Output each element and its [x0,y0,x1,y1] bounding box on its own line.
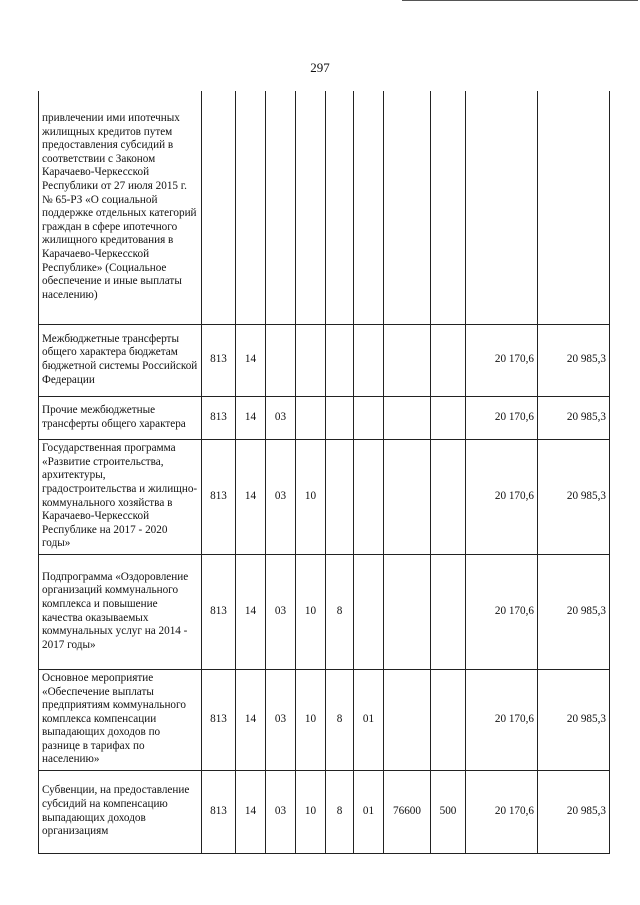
row-c2-cell: 14 [236,669,266,770]
row-c4-cell [296,396,326,439]
row-c2-cell: 14 [236,554,266,669]
table-row [39,396,610,439]
row-c3-cell: 03 [266,439,296,554]
row-c1-cell: 813 [202,669,236,770]
row-amount2-cell: 20 985,3 [538,554,610,669]
row-amount1-cell: 20 170,6 [466,770,538,853]
row-c2-cell [236,91,266,324]
row-amount2-cell [538,91,610,324]
row-amount2-cell: 20 985,3 [538,669,610,770]
row-c1-cell: 813 [202,396,236,439]
row-amount1-cell: 20 170,6 [466,554,538,669]
row-c5-cell: 8 [326,770,354,853]
table-row [39,554,610,669]
row-c2-cell: 14 [236,439,266,554]
row-c4-cell: 10 [296,439,326,554]
top-rule [402,0,638,1]
row-c3-cell: 03 [266,396,296,439]
row-name-cell: Государственная программа «Развитие строительства, архитектуры, градостроительства и жилищно-коммунального хозяйства в Карачаево-Черкесской Республике на 2017 - 2020 годы» [39,439,202,554]
row-amount1-cell [466,91,538,324]
row-c4-cell: 10 [296,554,326,669]
budget-table [38,91,610,854]
row-c6-cell: 01 [354,770,384,853]
row-c6-cell [354,439,384,554]
row-amount2-cell: 20 985,3 [538,439,610,554]
row-c6-cell [354,396,384,439]
row-c6-cell: 01 [354,669,384,770]
row-amount1-cell: 20 170,6 [466,439,538,554]
row-name-cell: Межбюджетные трансферты общего характера бюджетам бюджетной системы Российской Федерации [39,324,202,396]
row-c8-cell [431,439,466,554]
row-c3-cell: 03 [266,669,296,770]
row-c7-cell [384,396,431,439]
row-c8-cell [431,324,466,396]
row-name-cell: Субвенции, на предоставление субсидий на компенсацию выпадающих доходов организациям [39,770,202,853]
row-c4-cell: 10 [296,669,326,770]
row-c5-cell [326,396,354,439]
row-c2-cell: 14 [236,324,266,396]
row-c4-cell [296,324,326,396]
table-row [39,324,610,396]
row-c1-cell: 813 [202,770,236,853]
row-c3-cell: 03 [266,770,296,853]
row-name-cell: привлечении ими ипотечных жилищных кредитов путем предоставления субсидий в соответствии с Законом Карачаево-Черкесской Республики от 27 июля 2015 г. № 65-РЗ «О социальной поддержке отдельных категорий граждан в сфере ипотечного жилищного кредитования в Карачаево-Черкесской Республике» (Социальное обеспечение и иные выплаты населению) [39,91,202,324]
row-name-cell: Подпрограмма «Оздоровление организаций коммунального комплекса и повышение качества оказываемых коммунальных услуг на 2014 - 2017 годы» [39,554,202,669]
row-c7-cell [384,669,431,770]
row-c4-cell: 10 [296,770,326,853]
row-c8-cell [431,396,466,439]
row-c5-cell [326,439,354,554]
row-c1-cell: 813 [202,554,236,669]
row-name-cell: Основное мероприятие «Обеспечение выплаты предприятиям коммунального комплекса компенсации выпадающих доходов по разнице в тарифах по населению» [39,669,202,770]
row-c1-cell: 813 [202,324,236,396]
row-c2-cell: 14 [236,770,266,853]
row-c8-cell [431,669,466,770]
table-row [39,669,610,770]
row-c7-cell: 76600 [384,770,431,853]
row-c3-cell: 03 [266,554,296,669]
row-c5-cell [326,324,354,396]
row-c7-cell [384,554,431,669]
row-c7-cell [384,91,431,324]
row-c5-cell [326,91,354,324]
row-c1-cell [202,91,236,324]
row-c5-cell: 8 [326,669,354,770]
row-amount2-cell: 20 985,3 [538,396,610,439]
table-row [39,770,610,853]
row-name-cell: Прочие межбюджетные трансферты общего характера [39,396,202,439]
table-row [39,91,610,324]
table-row [39,439,610,554]
row-amount1-cell: 20 170,6 [466,396,538,439]
row-c2-cell: 14 [236,396,266,439]
row-c8-cell [431,91,466,324]
row-c6-cell [354,324,384,396]
row-c8-cell: 500 [431,770,466,853]
row-c3-cell [266,324,296,396]
page-number: 297 [310,60,330,75]
row-c5-cell: 8 [326,554,354,669]
row-amount1-cell: 20 170,6 [466,669,538,770]
row-amount2-cell: 20 985,3 [538,770,610,853]
row-c8-cell [431,554,466,669]
row-c3-cell [266,91,296,324]
row-c7-cell [384,439,431,554]
row-c1-cell: 813 [202,439,236,554]
row-amount2-cell: 20 985,3 [538,324,610,396]
row-c6-cell [354,554,384,669]
row-c7-cell [384,324,431,396]
row-c4-cell [296,91,326,324]
row-c6-cell [354,91,384,324]
table-body [39,91,610,853]
row-amount1-cell: 20 170,6 [466,324,538,396]
